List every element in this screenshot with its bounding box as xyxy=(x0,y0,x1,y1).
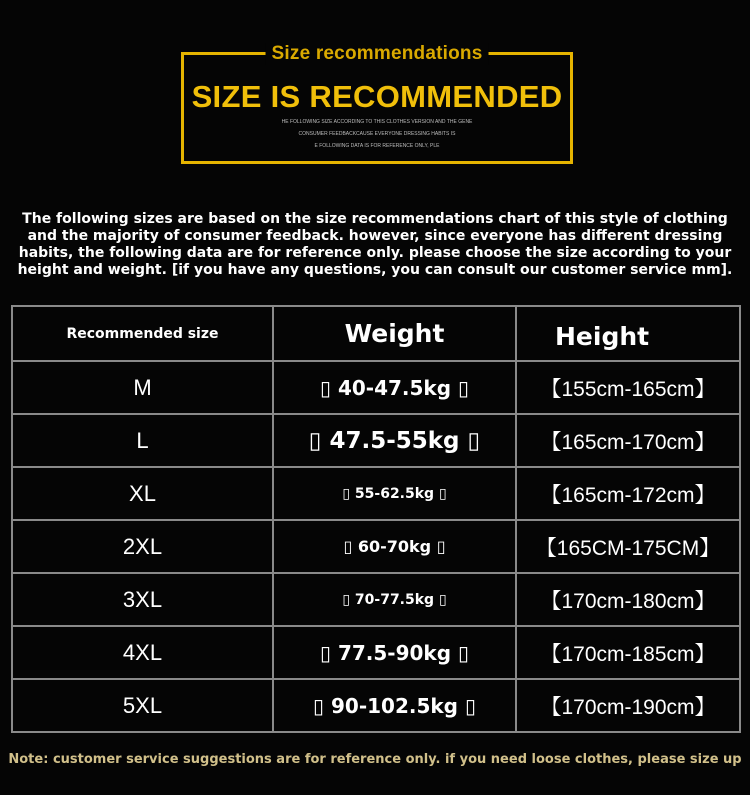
size-cell: XL xyxy=(12,467,273,520)
weight-cell: ▯ 60-70kg ▯ xyxy=(273,520,516,573)
table-row xyxy=(12,414,740,467)
size-chart-table xyxy=(11,305,741,733)
table-row xyxy=(12,467,740,520)
height-cell: 【170cm-180cm】 xyxy=(516,573,740,626)
intro-line: The following sizes are based on the size recommendations chart of this style of clothing xyxy=(22,211,728,227)
size-cell: 3XL xyxy=(12,573,273,626)
weight-cell: ▯ 70-77.5kg ▯ xyxy=(273,573,516,626)
header-cell-size: Recommended size xyxy=(12,306,273,361)
intro-line: height and weight. [if you have any questions, you can consult our customer service mm]. xyxy=(17,262,733,278)
size-cell: 4XL xyxy=(12,626,273,679)
size-cell: M xyxy=(12,361,273,414)
header-fine-text: CONSUMER FEEDBACKCAUSE EVERYONE DRESSING HABITS IS xyxy=(298,131,456,137)
table-row xyxy=(12,679,740,732)
intro-line: habits, the following data are for reference only. please choose the size according to your xyxy=(18,245,732,261)
intro-paragraph xyxy=(14,211,736,279)
weight-cell: ▯ 47.5-55kg ▯ xyxy=(273,414,516,467)
table-row xyxy=(12,520,740,573)
table-row xyxy=(12,573,740,626)
header-cell-weight: Weight xyxy=(273,306,516,361)
footer-note: Note: customer service suggestions are for reference only. if you need loose clothes, please size up xyxy=(8,752,742,767)
height-cell: 【170cm-190cm】 xyxy=(516,679,740,732)
size-cell: 5XL xyxy=(12,679,273,732)
weight-cell: ▯ 77.5-90kg ▯ xyxy=(273,626,516,679)
size-cell: L xyxy=(12,414,273,467)
header-fine-text: E FOLLOWING DATA IS FOR REFERENCE ONLY, PLE xyxy=(314,143,440,149)
header-fine-text: HE FOLLOWING SIZE ACCORDING TO THIS CLOTHES VERSION AND THE GENE xyxy=(281,119,473,125)
weight-cell: ▯ 55-62.5kg ▯ xyxy=(273,467,516,520)
table-row xyxy=(12,626,740,679)
table-row xyxy=(12,361,740,414)
height-cell: 【155cm-165cm】 xyxy=(516,361,740,414)
weight-cell: ▯ 40-47.5kg ▯ xyxy=(273,361,516,414)
header-title: SIZE IS RECOMMENDED xyxy=(191,79,563,114)
size-header-frame xyxy=(181,43,573,164)
intro-line: and the majority of consumer feedback. however, since everyone has different dressing xyxy=(27,228,723,244)
header-subtitle: Size recommendations xyxy=(266,43,489,65)
weight-cell: ▯ 90-102.5kg ▯ xyxy=(273,679,516,732)
height-cell: 【170cm-185cm】 xyxy=(516,626,740,679)
header-cell-height: Height xyxy=(516,306,740,361)
height-cell: 【165CM-175CM】 xyxy=(516,520,740,573)
size-cell: 2XL xyxy=(12,520,273,573)
height-cell: 【165cm-170cm】 xyxy=(516,414,740,467)
height-cell: 【165cm-172cm】 xyxy=(516,467,740,520)
table-header-row xyxy=(12,306,740,361)
